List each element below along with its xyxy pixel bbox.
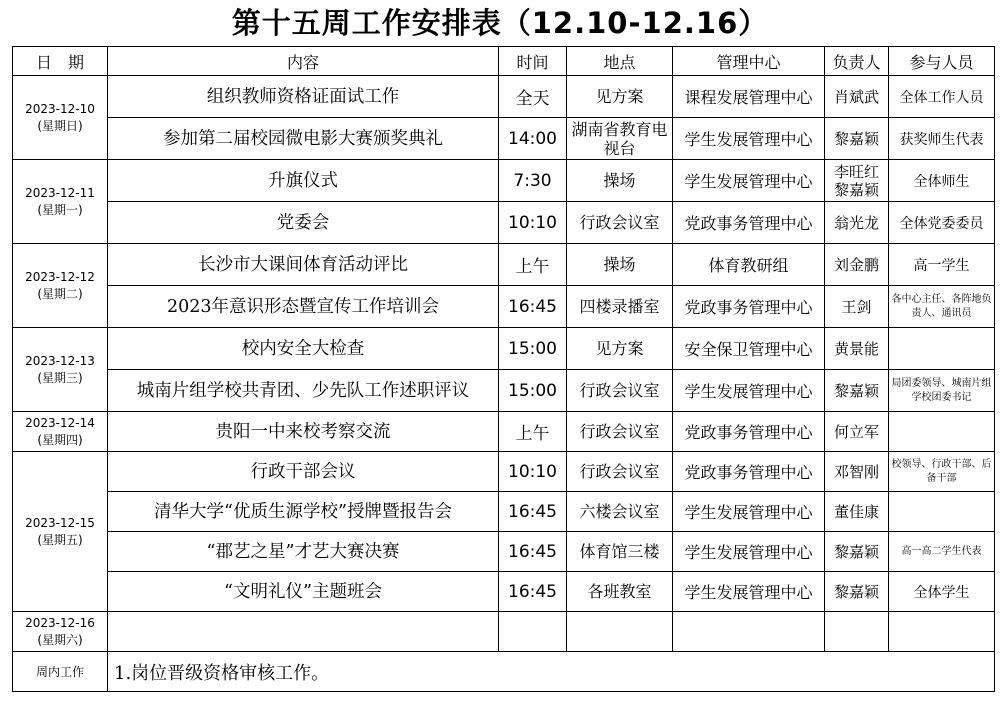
center-cell: 学生发展管理中心 bbox=[673, 492, 825, 532]
day-date: 2023-12-10 bbox=[25, 101, 95, 116]
place-cell: 见方案 bbox=[567, 76, 673, 118]
table-row bbox=[13, 202, 995, 244]
time-cell: 全天 bbox=[499, 76, 567, 118]
table-row bbox=[13, 244, 995, 286]
weekly-text: 1.岗位晋级资格审核工作。 bbox=[108, 652, 995, 692]
content-cell: 组织教师资格证面试工作 bbox=[108, 76, 499, 118]
participants-cell: 全体党委委员 bbox=[889, 202, 995, 244]
day-cell bbox=[13, 612, 108, 652]
weekly-row bbox=[13, 652, 995, 692]
place-cell: 六楼会议室 bbox=[567, 492, 673, 532]
day-cell bbox=[13, 328, 108, 412]
place-cell: 四楼录播室 bbox=[567, 286, 673, 328]
time-cell: 10:10 bbox=[499, 202, 567, 244]
time-cell: 16:45 bbox=[499, 572, 567, 612]
header-row bbox=[13, 47, 995, 76]
place-cell: 行政会议室 bbox=[567, 202, 673, 244]
participants-cell: 高一高二学生代表 bbox=[889, 532, 995, 572]
center-cell: 党政事务管理中心 bbox=[673, 412, 825, 452]
header-content: 内容 bbox=[108, 47, 499, 76]
owner-cell: 黎嘉颖 bbox=[825, 572, 889, 612]
content-cell: 长沙市大课间体育活动评比 bbox=[108, 244, 499, 286]
owner-cell: 董佳康 bbox=[825, 492, 889, 532]
center-cell: 体育教研组 bbox=[673, 244, 825, 286]
header-center: 管理中心 bbox=[673, 47, 825, 76]
content-cell bbox=[108, 612, 499, 652]
content-cell: 党委会 bbox=[108, 202, 499, 244]
table-row bbox=[13, 76, 995, 118]
table-row bbox=[13, 452, 995, 492]
day-weekday: (星期三) bbox=[37, 370, 83, 385]
day-date: 2023-12-13 bbox=[25, 353, 95, 368]
time-cell bbox=[499, 612, 567, 652]
place-cell: 体育馆三楼 bbox=[567, 532, 673, 572]
participants-cell: 各中心主任、各阵地负责人、通讯员 bbox=[889, 286, 995, 328]
header-participants: 参与人员 bbox=[889, 47, 995, 76]
center-cell: 党政事务管理中心 bbox=[673, 202, 825, 244]
place-cell: 各班教室 bbox=[567, 572, 673, 612]
center-cell: 学生发展管理中心 bbox=[673, 160, 825, 202]
day-date: 2023-12-12 bbox=[25, 269, 95, 284]
day-date: 2023-12-15 bbox=[25, 515, 95, 530]
time-cell: 16:45 bbox=[499, 532, 567, 572]
content-cell: 校内安全大检查 bbox=[108, 328, 499, 370]
time-cell: 7:30 bbox=[499, 160, 567, 202]
owner-cell bbox=[825, 612, 889, 652]
time-cell: 15:00 bbox=[499, 370, 567, 412]
content-cell: 贵阳一中来校考察交流 bbox=[108, 412, 499, 452]
table-row bbox=[13, 572, 995, 612]
time-cell: 14:00 bbox=[499, 118, 567, 160]
center-cell: 学生发展管理中心 bbox=[673, 370, 825, 412]
day-date: 2023-12-11 bbox=[25, 185, 95, 200]
center-cell: 学生发展管理中心 bbox=[673, 118, 825, 160]
owner-cell: 王剑 bbox=[825, 286, 889, 328]
place-cell bbox=[567, 612, 673, 652]
place-cell: 操场 bbox=[567, 160, 673, 202]
time-cell: 15:00 bbox=[499, 328, 567, 370]
owner-cell: 刘金鹏 bbox=[825, 244, 889, 286]
place-cell: 行政会议室 bbox=[567, 370, 673, 412]
day-weekday: (星期日) bbox=[37, 118, 83, 133]
day-cell bbox=[13, 244, 108, 328]
page-title: 第十五周工作安排表（12.10-12.16） bbox=[231, 6, 769, 40]
content-cell: 升旗仪式 bbox=[108, 160, 499, 202]
header-place: 地点 bbox=[567, 47, 673, 76]
day-weekday: (星期一) bbox=[37, 202, 83, 217]
table-row bbox=[13, 612, 995, 652]
day-cell bbox=[13, 452, 108, 612]
owner-cell: 李旺红黎嘉颖 bbox=[825, 160, 889, 202]
day-cell bbox=[13, 412, 108, 452]
participants-cell: 高一学生 bbox=[889, 244, 995, 286]
center-cell: 安全保卫管理中心 bbox=[673, 328, 825, 370]
schedule-table bbox=[12, 46, 995, 692]
content-cell: 城南片组学校共青团、少先队工作述职评议 bbox=[108, 370, 499, 412]
time-cell: 上午 bbox=[499, 412, 567, 452]
center-cell bbox=[673, 612, 825, 652]
participants-cell: 全体学生 bbox=[889, 572, 995, 612]
place-cell: 见方案 bbox=[567, 328, 673, 370]
place-cell: 操场 bbox=[567, 244, 673, 286]
center-cell: 学生发展管理中心 bbox=[673, 572, 825, 612]
owner-cell: 肖斌武 bbox=[825, 76, 889, 118]
time-cell: 16:45 bbox=[499, 492, 567, 532]
center-cell: 党政事务管理中心 bbox=[673, 452, 825, 492]
participants-cell: 获奖师生代表 bbox=[889, 118, 995, 160]
day-date: 2023-12-14 bbox=[25, 415, 95, 430]
table-row bbox=[13, 412, 995, 452]
header-owner: 负责人 bbox=[825, 47, 889, 76]
owner-cell: 邓智刚 bbox=[825, 452, 889, 492]
content-cell: “文明礼仪”主题班会 bbox=[108, 572, 499, 612]
owner-cell: 何立军 bbox=[825, 412, 889, 452]
owner-cell: 黄景能 bbox=[825, 328, 889, 370]
place-cell: 行政会议室 bbox=[567, 452, 673, 492]
content-cell: 清华大学“优质生源学校”授牌暨报告会 bbox=[108, 492, 499, 532]
table-row bbox=[13, 328, 995, 370]
participants-cell: 全体工作人员 bbox=[889, 76, 995, 118]
day-date: 2023-12-16 bbox=[25, 615, 95, 630]
content-cell: 行政干部会议 bbox=[108, 452, 499, 492]
center-cell: 学生发展管理中心 bbox=[673, 532, 825, 572]
table-row bbox=[13, 532, 995, 572]
owner-cell: 翁光龙 bbox=[825, 202, 889, 244]
owner-cell: 黎嘉颖 bbox=[825, 370, 889, 412]
content-cell: 参加第二届校园微电影大赛颁奖典礼 bbox=[108, 118, 499, 160]
participants-cell bbox=[889, 412, 995, 452]
participants-cell bbox=[889, 612, 995, 652]
content-cell: 2023年意识形态暨宣传工作培训会 bbox=[108, 286, 499, 328]
day-cell bbox=[13, 76, 108, 160]
place-cell: 行政会议室 bbox=[567, 412, 673, 452]
time-cell: 16:45 bbox=[499, 286, 567, 328]
day-weekday: (星期二) bbox=[37, 286, 83, 301]
table-row bbox=[13, 160, 995, 202]
table-row bbox=[13, 492, 995, 532]
table-row bbox=[13, 118, 995, 160]
day-weekday: (星期六) bbox=[37, 632, 83, 647]
table-row bbox=[13, 370, 995, 412]
place-cell: 湖南省教育电视台 bbox=[567, 118, 673, 160]
participants-cell bbox=[889, 492, 995, 532]
participants-cell: 全体师生 bbox=[889, 160, 995, 202]
day-weekday: (星期五) bbox=[37, 532, 83, 547]
time-cell: 10:10 bbox=[499, 452, 567, 492]
weekly-label: 周内工作 bbox=[13, 652, 108, 692]
header-time: 时间 bbox=[499, 47, 567, 76]
day-cell bbox=[13, 160, 108, 244]
header-date: 日 期 bbox=[13, 47, 108, 76]
owner-cell: 黎嘉颖 bbox=[825, 532, 889, 572]
owner-cell: 黎嘉颖 bbox=[825, 118, 889, 160]
time-cell: 上午 bbox=[499, 244, 567, 286]
table-row bbox=[13, 286, 995, 328]
participants-cell bbox=[889, 328, 995, 370]
day-weekday: (星期四) bbox=[37, 432, 83, 447]
content-cell: “郡艺之星”才艺大赛决赛 bbox=[108, 532, 499, 572]
participants-cell: 校领导、行政干部、后备干部 bbox=[889, 452, 995, 492]
participants-cell: 局团委领导、城南片组学校团委书记 bbox=[889, 370, 995, 412]
center-cell: 课程发展管理中心 bbox=[673, 76, 825, 118]
center-cell: 党政事务管理中心 bbox=[673, 286, 825, 328]
